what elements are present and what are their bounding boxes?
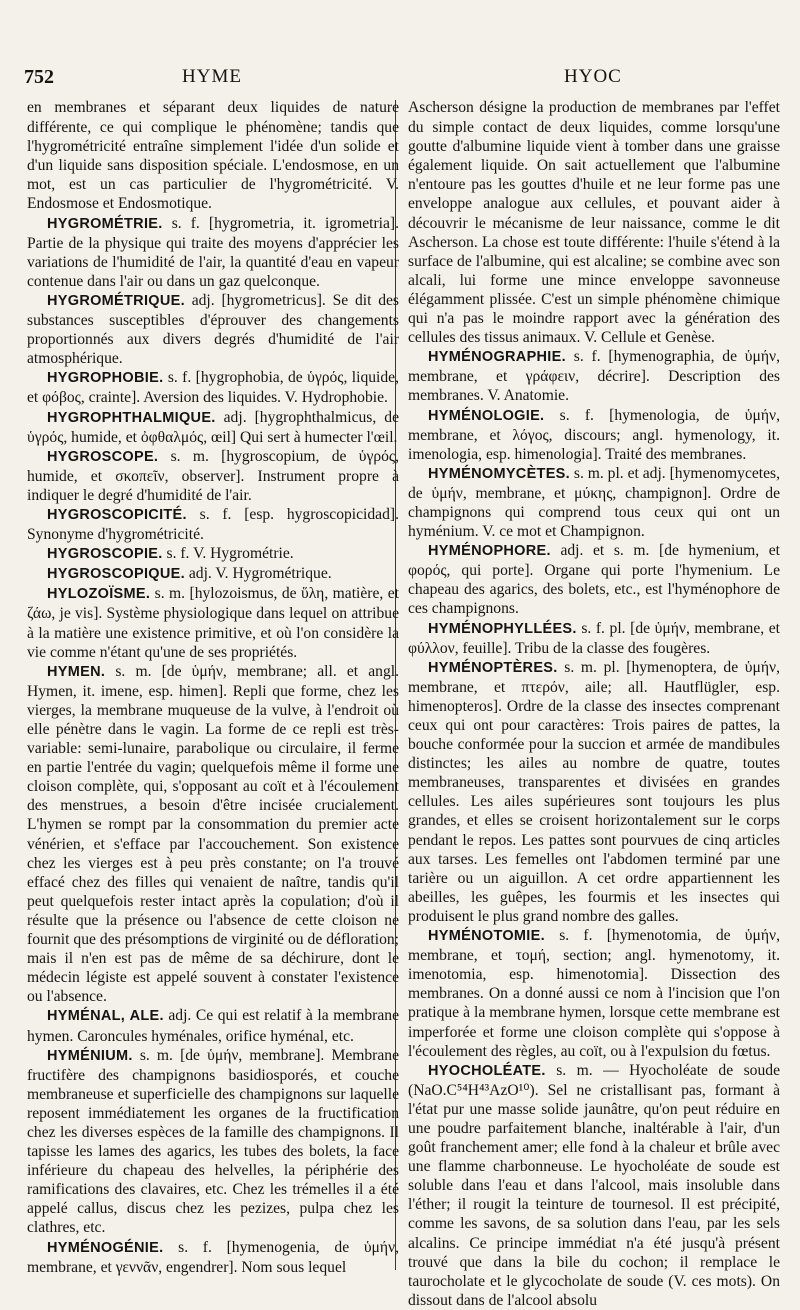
- entry: [27, 291, 399, 368]
- entry: [408, 347, 780, 405]
- entry-headword: HYGROPHOBIE.: [47, 370, 164, 387]
- entry-text: s. f. [esp. hygroscopicidad]. Synonyme d'hygrométricité.: [27, 505, 399, 544]
- entry-text: en membranes et séparant deux liquides de nature différente, ce qui complique le phénomène; tandis que l'hygrométricité entraîne simplement l'idée d'un solide et d'un liquide sans disposition spéciale. L'endosmose, en un mot, est un cas particulier de l'hygrométricité. V. Endosmose et Endosmotique.: [27, 99, 399, 213]
- entry: [27, 98, 399, 214]
- entry-text: s. m. [hygroscopium, de ὑγρός, humide, et σκοπεῖν, observer]. Instrument propre à indiquer le degré d'humidité de l'air.: [27, 447, 399, 504]
- entry-headword: HYMÉNOTOMIE.: [428, 928, 545, 945]
- entry-text: adj. et s. m. [de hymenium, et φορός, qui porte]. Organe qui porte l'hymenium. Le chapeau des agarics, des bolets, etc., est l'hyménophore de ces champignons.: [408, 542, 780, 618]
- entry: [27, 584, 399, 661]
- entry-headword: HYMÉNOGÉNIE.: [47, 1239, 164, 1256]
- entry-text: s. m. [de ὑμήν, membrane]. Membrane fructifère des champignons basidiosporés, et couche membraneuse et superficielle des champignons sur laquelle reposent immédiatement les organes de la fructification chez les diverses espèces de la famille des champignons. Il tapisse les lames des agarics, les tubes des bolets, la face inférieure du chapeau des helvelles, la périphérie des ramifications des clavaires, etc. Chez les trémelles il a été appelé callus, discus chez les pezizes, pulpa chez les clathres, etc.: [27, 1046, 399, 1237]
- entry: [27, 447, 399, 505]
- entry-headword: HYMÉNOPTÈRES.: [428, 659, 558, 676]
- entry: [27, 214, 399, 291]
- entry-headword: HYMÉNAL, ALE.: [47, 1008, 164, 1025]
- entry-text: s. m. pl. [hymenoptera, de ὑμήν, membrane, et πτερόν, aile; all. Hautflügler, esp. himenopteros]. Ordre de la classe des insectes comprenant ceux qui ont pour caractères: Trois paires de pattes, la bouche conformée pour la succion et armée de mandibules distinctes; les ailes au nombre de quatre, toutes membraneuses, transparentes et divisées en grandes cellules. Les ailes supérieures sont toujours les plus grandes, et elles se croisent horizontalement sur le corps pendant le repos. Les pattes sont pourvues de cinq articles aux tarses. Les femelles ont l'abdomen terminé par une tarière ou un aiguillon. A cet ordre appartiennent les abeilles, les guêpes, les fourmis et les insectes qui produisent le plus grand nombre des galles.: [408, 658, 780, 925]
- entry-text: adj. [hygrophthalmicus, de ὑγρός, humide, et ὀφθαλμός, œil] Qui sert à humecter l'œil.: [27, 408, 399, 446]
- entry: [27, 408, 399, 447]
- entry-headword: HYMÉNOLOGIE.: [428, 407, 545, 424]
- entry-headword: HYGROSCOPICITÉ.: [47, 506, 187, 523]
- entry-headword: HYGROSCOPIE.: [47, 546, 163, 563]
- entry-headword: HYLOZOÏSME.: [47, 586, 151, 603]
- page-header: [24, 66, 784, 92]
- running-head-left: HYME: [182, 66, 242, 87]
- entry: [27, 368, 399, 407]
- entry: [27, 564, 399, 584]
- entry-text: adj. Ce qui est relatif à la membrane hymen. Caroncules hyménales, orifice hyménal, etc.: [27, 1007, 399, 1045]
- entry-text: s. f. [hymenogenia, de ὑμήν, membrane, et γεννᾶν, engendrer]. Nom sous lequel: [27, 1238, 400, 1276]
- entry-text: s. f. [hymenologia, de ὑμήν, membrane, et λόγος, discours; angl. hymenology, it. imenologia, esp. himenologia]. Traité des membranes.: [408, 406, 780, 463]
- entry: [27, 1238, 399, 1277]
- entry-headword: HYGROMÉTRIQUE.: [47, 292, 185, 309]
- entry: [408, 658, 780, 926]
- entry: [408, 98, 780, 347]
- entry-text: s. f. pl. [de ὑμήν, membrane, et φύλλον, feuille]. Tribu de la classe des fougères.: [408, 619, 780, 657]
- entry-text: s. m. pl. et adj. [hymenomycetes, de ὑμήν, membrane, et μύκης, champignon]. Ordre de champignons qui comprend tous ceux qui ont un hyménium. V. ce mot et Champignon.: [408, 464, 781, 541]
- entry-headword: HYGROSCOPIQUE.: [47, 566, 185, 583]
- entry-headword: HYMEN.: [47, 663, 106, 680]
- entry: [27, 662, 399, 1007]
- entry: [408, 619, 780, 658]
- entry-text: s. m. — Hyocholéate de soude (NaO.C⁵⁴H⁴³AzO¹⁰). Sel ne cristallisant pas, formant à l'état pur une masse solide jaunâtre, qu'on peut réduire en une poudre parfaitement blanche, inaltérable à l'air, d'un goût franchement amer; elle fond à la chaleur et brûle avec une flamme charbonneuse. Le hyocholéate de soude est soluble dans l'eau et dans l'alcool, mais insoluble dans l'éther; il rougit la teinture de tournesol. Il est précipité, comme les savons, de sa solution dans l'eau, par les sels alcalins. Ce principe immédiat n'a été jusqu'à présent trouvé que dans la bile du cochon; il remplace le taurocholate et le glycocholate de soude (V. ces mots). On dissout dans de l'alcool absolu: [408, 1061, 780, 1309]
- entry: [408, 926, 780, 1061]
- entry: [27, 1046, 399, 1238]
- entry-text: s. f. [hymenotomia, de ὑμήν, membrane, et τομή, section; angl. hymenotomy, it. imenotomia, esp. himenotomia]. Dissection des membranes. On a donné aussi ce nom à l'incision que l'on pratique à la membrane hymen, lorsque cette membrane est imperforée et forme une cloison complète qui s'oppose à l'écoulement des règles, au coït, ou à l'expulsion du fœtus.: [408, 927, 780, 1060]
- right-column: [408, 98, 781, 1309]
- entry: [27, 544, 399, 564]
- entry-headword: HYMÉNOGRAPHIE.: [428, 349, 566, 366]
- entry-text: s. m. [de ὑμήν, membrane; all. et angl. Hymen, it. imene, esp. himen]. Repli que forme, chez les vierges, la membrane muqueuse de la vulve, à l'endroit où elle pénètre dans le vagin. La forme de ce repli est très-variable: semi-lunaire, parabolique ou circulaire, il ferme en partie l'entrée du vagin; quelquefois même il forme une cloison complète, qui, s'opposant au coït et à l'écoulement des menstrues, a besoin d'être incisée crucialement. L'hymen se rompt par la consommation du premier acte vénérien, et s'efface par l'accouchement. Son existence chez les vierges est à peu près constante; on l'a trouvé effacé chez des filles qui venaient de naître, tandis qu'il peut quelquefois rester intact après la copulation; d'où il résulte que la présence ou l'absence de cette cloison ne fournit que des présomptions de virginité ou de défloration; mais il n'en est pas de même de sa déchirure, dont le médecin légiste est appelé souvent à constater l'existence ou l'absence.: [27, 662, 399, 1006]
- running-head-right: HYOC: [564, 66, 622, 87]
- entry-text: adj. V. Hygrométrique.: [188, 565, 332, 583]
- entry-text: adj. [hygrometricus]. Se dit des substances susceptibles d'éprouver des changements proportionnés aux divers degrés d'humidité de l'air atmosphérique.: [27, 291, 399, 368]
- entry-headword: HYMÉNOPHYLLÉES.: [428, 620, 577, 637]
- entry: [408, 1061, 780, 1310]
- entry-text: Ascherson désigne la production de membranes par l'effet du simple contact de deux liquides, comme lorsqu'une goutte d'albumine liquide vient à tomber dans une graisse également liquide. On sait actuellement que l'albumine n'entoure pas les gouttes d'huile et ne leur forme pas une enveloppe analogue aux cellules, et pouvant aider à découvrir le mécanisme de leur naissance, comme le dit Ascherson. La chose est toute différente: l'huile s'étend à la surface de l'albumine, qui est alcaline; se combine avec son alcali, lui forme une mince enveloppe savonneuse élégamment plissée. C'est un simple phénomène chimique qui n'a pas le moindre rapport avec la génération des cellules des tissus animaux. V. Cellule et Genèse.: [408, 99, 780, 347]
- entry-headword: HYMÉNIUM.: [47, 1047, 133, 1064]
- entry: [408, 406, 780, 464]
- page-number: 752: [24, 66, 54, 88]
- entry-headword: HYGROPHTHALMIQUE.: [47, 409, 216, 426]
- left-column: [27, 98, 399, 1274]
- entry-headword: HYOCHOLÉATE.: [428, 1062, 546, 1079]
- entry: [408, 464, 780, 541]
- entry-headword: HYMÉNOPHORE.: [428, 543, 551, 560]
- entry: [27, 1006, 399, 1045]
- entry-text: s. f. [hymenographia, de ὑμήν, membrane, et γράφειν, décrire]. Description des membranes. V. Anatomie.: [408, 348, 780, 405]
- entry-text: s. f. [hygrophobia, de ὑγρός, liquide, et φόβος, crainte]. Aversion des liquides. V. Hydrophobie.: [27, 369, 399, 407]
- entry-headword: HYMÉNOMYCÈTES.: [428, 465, 570, 482]
- entry-headword: HYGROSCOPE.: [47, 448, 159, 465]
- entry-headword: HYGROMÉTRIE.: [47, 215, 163, 232]
- entry: [408, 541, 780, 618]
- entry-text: s. f. V. Hygrométrie.: [166, 545, 294, 563]
- entry: [27, 505, 399, 544]
- entry-text: s. f. [hygrometria, it. igrometria]. Partie de la physique qui traite des moyens d'apprécier les variations de l'humidité de l'air, la quantité d'eau en vapeur contenue dans l'air ou dans un gaz quelconque.: [27, 214, 399, 290]
- entry-text: s. m. [hylozoismus, de ὕλη, matière, et ζάω, je vis]. Système physiologique dans lequel on attribue à la matière une existence primitive, et où l'on considère la vie comme n'étant qu'une de ses propriétés.: [27, 585, 399, 661]
